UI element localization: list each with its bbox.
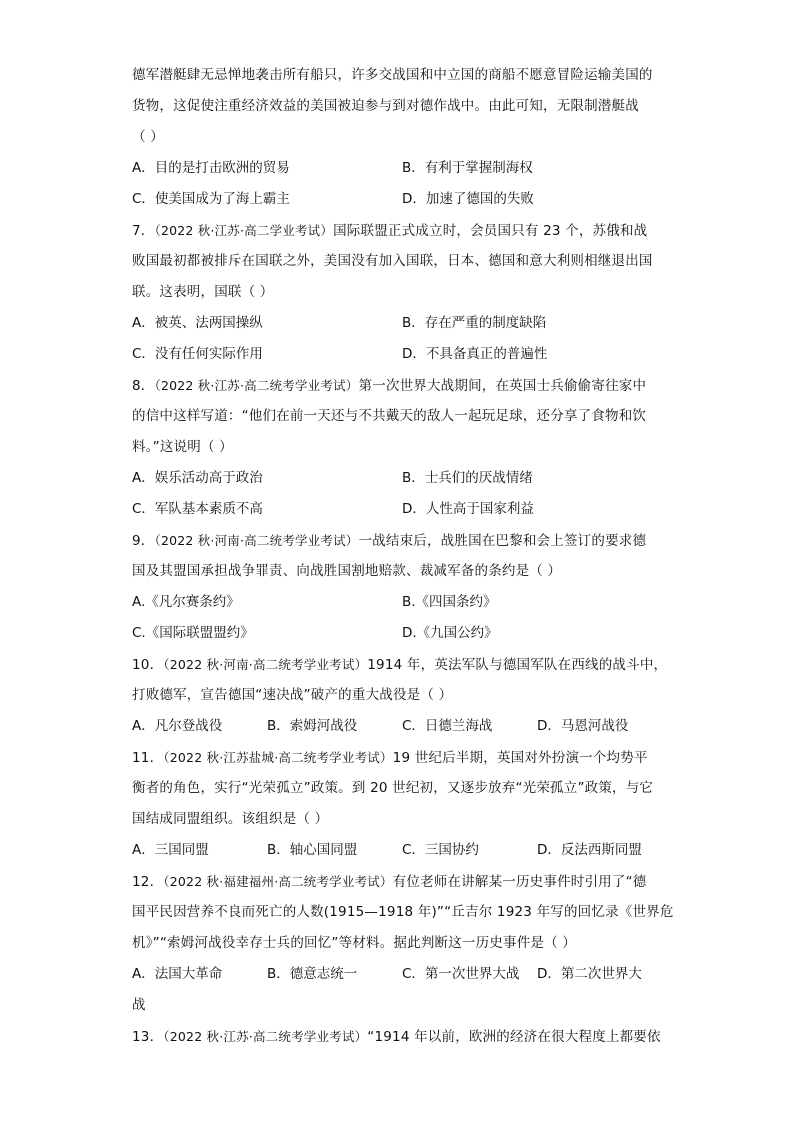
options-row bbox=[132, 959, 672, 990]
question-text: 1914 年，英法军队与德国军队在西线的战斗中， bbox=[367, 657, 668, 673]
question-stem bbox=[132, 370, 672, 401]
question-text: 有位老师在讲解某一历史事件时引用了“德 bbox=[392, 874, 647, 890]
question-stem: 国平民因营养不良而死亡的人数(1915—1918 年)”“丘吉尔 1923 年写的回忆录《世界危 bbox=[132, 904, 674, 920]
options-row bbox=[132, 308, 672, 339]
option-b[interactable]: B.《四国条约》 bbox=[402, 594, 497, 610]
question-stem bbox=[132, 1021, 672, 1052]
question-source: （2022 秋·河南·高二统考学业考试） bbox=[154, 533, 359, 548]
question-source: （2022 秋·福建福州·高二统考学业考试） bbox=[163, 874, 393, 889]
question-stem: 机》”“索姆河战役幸存士兵的回忆”等材料。据此判断这一历史事件是（ ） bbox=[132, 935, 577, 951]
question-source: （2022 秋·江苏·高二学业考试） bbox=[154, 223, 334, 238]
document-page bbox=[132, 60, 672, 1052]
question-13 bbox=[132, 1021, 672, 1052]
option-b[interactable]: B．存在严重的制度缺陷 bbox=[402, 315, 547, 331]
option-c[interactable]: C．使美国成为了海上霸主 bbox=[132, 191, 290, 207]
option-d[interactable]: D.《九国公约》 bbox=[402, 625, 498, 641]
question-stem bbox=[132, 215, 672, 246]
options-row bbox=[132, 835, 672, 866]
question-text: 国际联盟正式成立时，会员国只有 23 个，苏俄和战 bbox=[333, 223, 648, 239]
question-10 bbox=[132, 649, 672, 742]
options-row bbox=[132, 184, 672, 215]
question-number: 10． bbox=[132, 657, 164, 673]
question-stem bbox=[132, 649, 672, 680]
question-number: 8． bbox=[132, 378, 155, 394]
option-c[interactable]: C．没有任何实际作用 bbox=[132, 346, 263, 362]
option-wrap: 战 bbox=[132, 997, 146, 1013]
question-stem: 打败德军，宣告德国“速决战”破产的重大战役是（ ） bbox=[132, 687, 453, 703]
question-stem bbox=[132, 866, 672, 897]
option-b[interactable]: B．索姆河战役 bbox=[267, 718, 358, 734]
question-text: 19 世纪后半期，英国对外扮演一个均势平 bbox=[392, 750, 648, 766]
option-d[interactable]: D．加速了德国的失败 bbox=[402, 191, 534, 207]
option-a[interactable]: A.《凡尔赛条约》 bbox=[132, 594, 240, 610]
question-8 bbox=[132, 370, 672, 525]
options-row bbox=[132, 587, 672, 618]
question-stem: 联。这表明，国联（ ） bbox=[132, 284, 274, 300]
question-number: 7． bbox=[132, 223, 155, 239]
question-source: （2022 秋·河南·高二统考学业考试） bbox=[163, 657, 368, 672]
option-a[interactable]: A．凡尔登战役 bbox=[132, 718, 223, 734]
option-a[interactable]: A．娱乐活动高于政治 bbox=[132, 470, 263, 486]
question-stem: （ ） bbox=[132, 129, 164, 145]
question-number: 11． bbox=[132, 750, 164, 766]
option-c[interactable]: C．三国协约 bbox=[402, 842, 479, 858]
question-6 bbox=[132, 60, 672, 215]
option-a[interactable]: A．三国同盟 bbox=[132, 842, 209, 858]
option-a[interactable]: A．目的是打击欧洲的贸易 bbox=[132, 160, 290, 176]
option-a[interactable]: A．被英、法两国操纵 bbox=[132, 315, 263, 331]
question-stem: 衡者的角色，实行“光荣孤立”政策。到 20 世纪初，又逐步放弃“光荣孤立”政策，与它 bbox=[132, 780, 654, 796]
question-stem: 的信中这样写道：“他们在前一天还与不共戴天的敌人一起玩足球，还分享了食物和饮 bbox=[132, 408, 647, 424]
option-b[interactable]: B．有利于掌握制海权 bbox=[402, 160, 533, 176]
question-stem: 国结成同盟组织。该组织是（ ） bbox=[132, 811, 329, 827]
question-text: “1914 年以前，欧洲的经济在很大程度上都要依 bbox=[367, 1029, 661, 1045]
question-source: （2022 秋·江苏·高二统考学业考试） bbox=[154, 378, 359, 393]
question-stem: 国及其盟国承担战争罪责、向战胜国割地赔款、裁减军备的条约是（ ） bbox=[132, 563, 562, 579]
question-text: 第一次世界大战期间，在英国士兵偷偷寄往家中 bbox=[358, 378, 647, 394]
question-7 bbox=[132, 215, 672, 370]
question-number: 12． bbox=[132, 874, 164, 890]
question-stem bbox=[132, 742, 672, 773]
question-number: 9． bbox=[132, 533, 155, 549]
question-12 bbox=[132, 866, 672, 1021]
option-d[interactable]: D．人性高于国家利益 bbox=[402, 501, 534, 517]
option-a[interactable]: A．法国大革命 bbox=[132, 966, 223, 982]
option-c[interactable]: C．军队基本素质不高 bbox=[132, 501, 263, 517]
options-row bbox=[132, 711, 672, 742]
option-d[interactable]: D．马恩河战役 bbox=[537, 718, 629, 734]
options-row bbox=[132, 494, 672, 525]
option-b[interactable]: B．轴心国同盟 bbox=[267, 842, 358, 858]
option-d[interactable]: D．第二次世界大 bbox=[537, 966, 642, 982]
question-9 bbox=[132, 525, 672, 649]
question-text: 一战结束后，战胜国在巴黎和会上签订的要求德 bbox=[358, 533, 647, 549]
question-stem: 德军潜艇肆无忌惮地袭击所有船只，许多交战国和中立国的商船不愿意冒险运输美国的 bbox=[132, 67, 653, 83]
options-row bbox=[132, 618, 672, 649]
option-b[interactable]: B．德意志统一 bbox=[267, 966, 358, 982]
option-d[interactable]: D．不具备真正的普遍性 bbox=[402, 346, 548, 362]
question-number: 13． bbox=[132, 1029, 164, 1045]
question-stem: 败国最初都被排斥在国联之外，美国没有加入国联，日本、德国和意大利则相继退出国 bbox=[132, 253, 653, 269]
option-c[interactable]: C．第一次世界大战 bbox=[402, 966, 520, 982]
question-stem: 货物，这促使注重经济效益的美国被迫参与到对德作战中。由此可知，无限制潜艇战 bbox=[132, 98, 639, 114]
option-c[interactable]: C．日德兰海战 bbox=[402, 718, 493, 734]
question-stem bbox=[132, 525, 672, 556]
options-row bbox=[132, 153, 672, 184]
option-c[interactable]: C.《国际联盟盟约》 bbox=[132, 625, 254, 641]
question-stem: 料。”这说明（ ） bbox=[132, 439, 233, 455]
options-row bbox=[132, 463, 672, 494]
option-d[interactable]: D．反法西斯同盟 bbox=[537, 842, 642, 858]
question-11 bbox=[132, 742, 672, 866]
question-source: （2022 秋·江苏盐城·高二统考学业考试） bbox=[163, 750, 393, 765]
option-b[interactable]: B．士兵们的厌战情绪 bbox=[402, 470, 533, 486]
question-source: （2022 秋·江苏·高二统考学业考试） bbox=[163, 1029, 368, 1044]
options-row bbox=[132, 339, 672, 370]
